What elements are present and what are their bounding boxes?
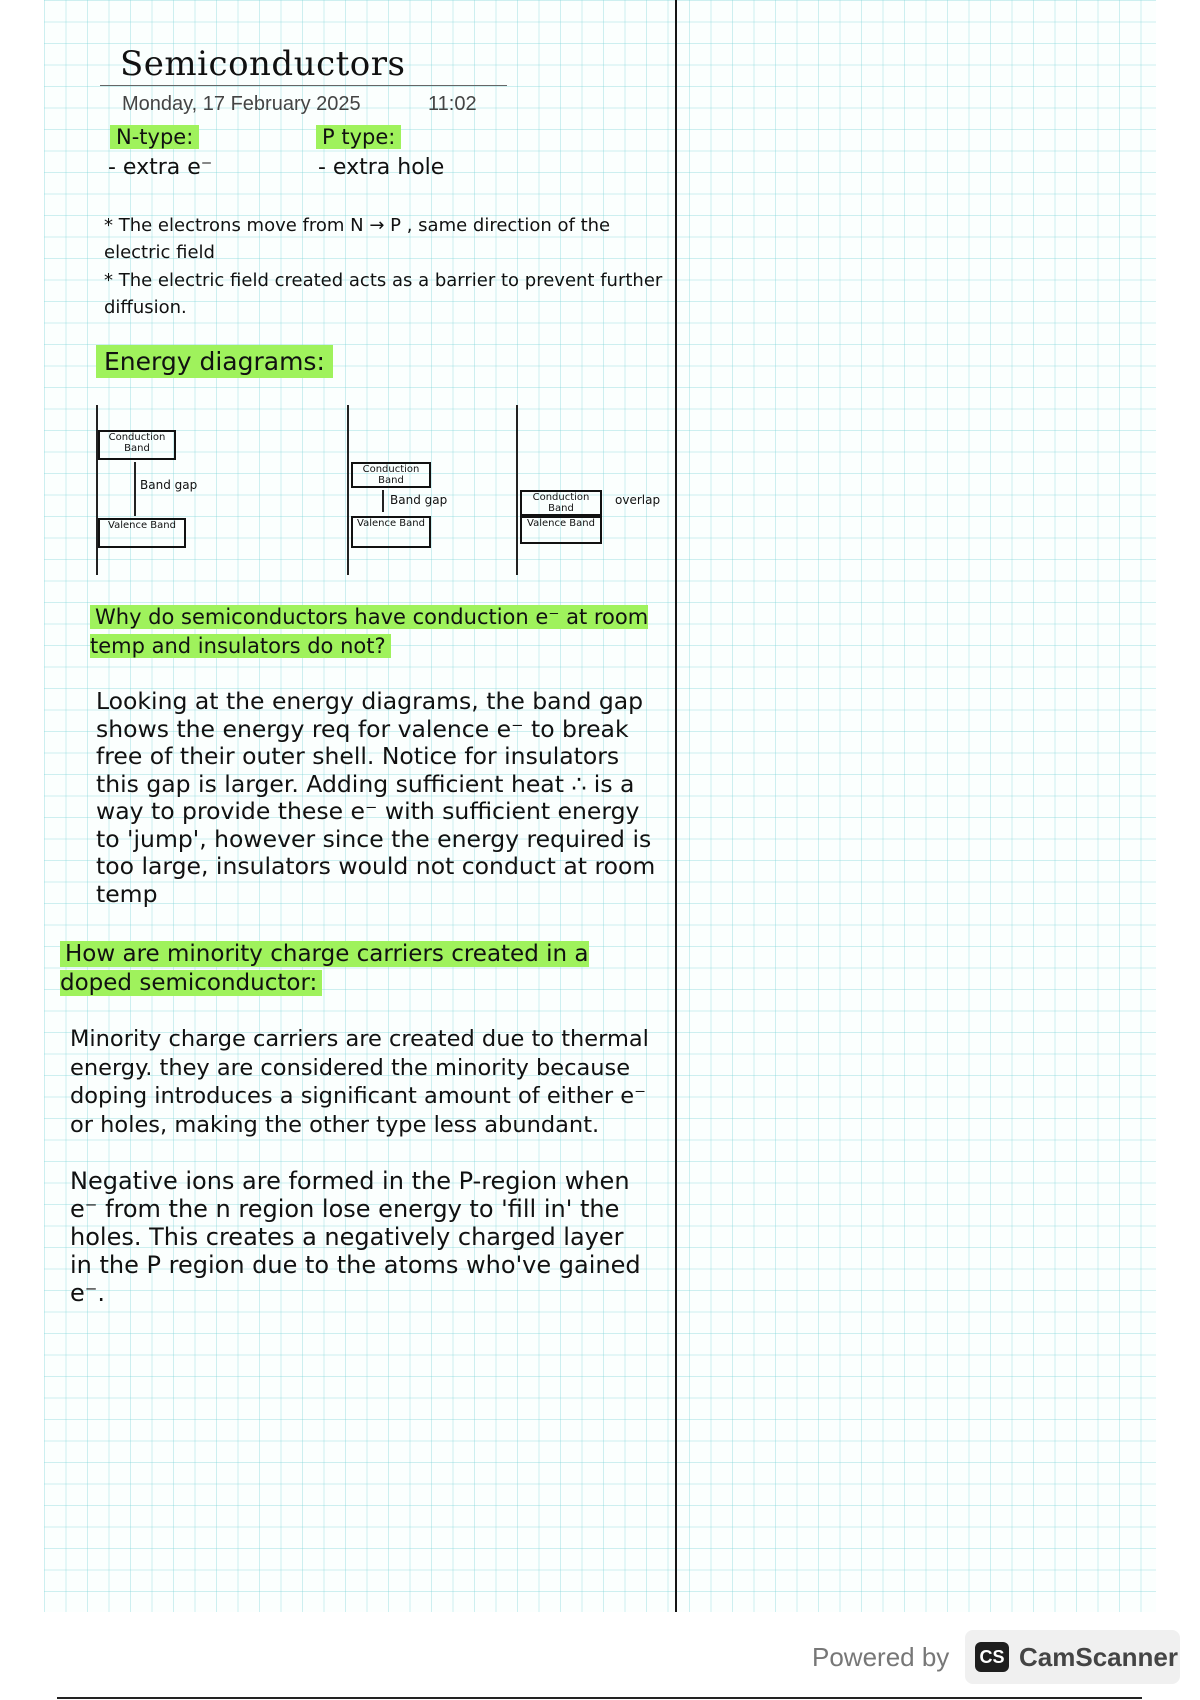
powered-by-text: Powered by <box>812 1642 950 1672</box>
band-gap-arrow <box>134 462 136 516</box>
answer-minority-carriers: Minority charge carriers are created due to thermal energy. they are considered the minority because doping introduces a significant amount of either e⁻ or holes, making the other type less abundant. <box>70 1026 649 1138</box>
footer-rule <box>57 1697 1142 1699</box>
valence-band-box: Valence Band <box>520 516 602 544</box>
page-date: Monday, 17 February 2025 <box>122 93 361 115</box>
camscanner-brand-name: CamScanner <box>1019 1642 1178 1672</box>
band-gap-label: Band gap <box>390 493 448 507</box>
page-title: Semiconductors <box>120 44 406 84</box>
page-divider-line <box>675 0 677 1612</box>
question-room-temp-conduction <box>90 603 670 661</box>
answer-room-temp-conduction: Looking at the energy diagrams, the band gap shows the energy req for valence e⁻ to break free of their outer shell. Notice for insulators this gap is larger. Adding sufficient heat ∴ is a way to provide these e⁻ with sufficient energy to 'jump', however since the energy required is too large, insulators would not conduct at room temp <box>96 687 656 908</box>
valence-band-box: Valence Band <box>351 516 431 548</box>
note-electric-field-barrier: * The electric field created acts as a barrier to prevent further diffusion. <box>104 270 663 318</box>
page-time: 11:02 <box>428 93 477 115</box>
band-gap-label: Band gap <box>140 478 198 492</box>
p-type-item: - extra hole <box>318 155 445 180</box>
p-type-heading: P type: <box>316 125 401 149</box>
camscanner-logo-icon: CS <box>975 1642 1009 1672</box>
question-text: Why do semiconductors have conduction e⁻ at room temp and insulators do not? <box>90 605 649 658</box>
answer-negative-ions: Negative ions are formed in the P-region when e⁻ from the n region lose energy to 'fill in' the holes. This creates a negatively charged layer in the P region due to the atoms who've gained e⁻. <box>70 1167 641 1307</box>
energy-diagrams-heading: Energy diagrams: <box>96 345 333 378</box>
band-gap-arrow <box>382 490 384 512</box>
question-minority-carriers <box>60 940 660 998</box>
note-electron-movement: * The electrons move from N → P , same direction of the electric field <box>104 215 611 263</box>
title-underline <box>100 85 507 86</box>
n-type-heading: N-type: <box>110 125 199 149</box>
question-text: How are minority charge carriers created in a doped semiconductor: <box>60 941 589 996</box>
n-type-item: - extra e⁻ <box>108 155 213 180</box>
energy-axis <box>516 405 518 575</box>
overlap-label: overlap <box>615 493 661 507</box>
conduction-band-box: Conduction Band <box>98 430 176 460</box>
conduction-band-box: Conduction Band <box>520 490 602 516</box>
camscanner-badge[interactable] <box>965 1630 1180 1684</box>
conduction-band-box: Conduction Band <box>351 462 431 488</box>
energy-axis <box>347 405 349 575</box>
valence-band-box: Valence Band <box>98 518 186 548</box>
